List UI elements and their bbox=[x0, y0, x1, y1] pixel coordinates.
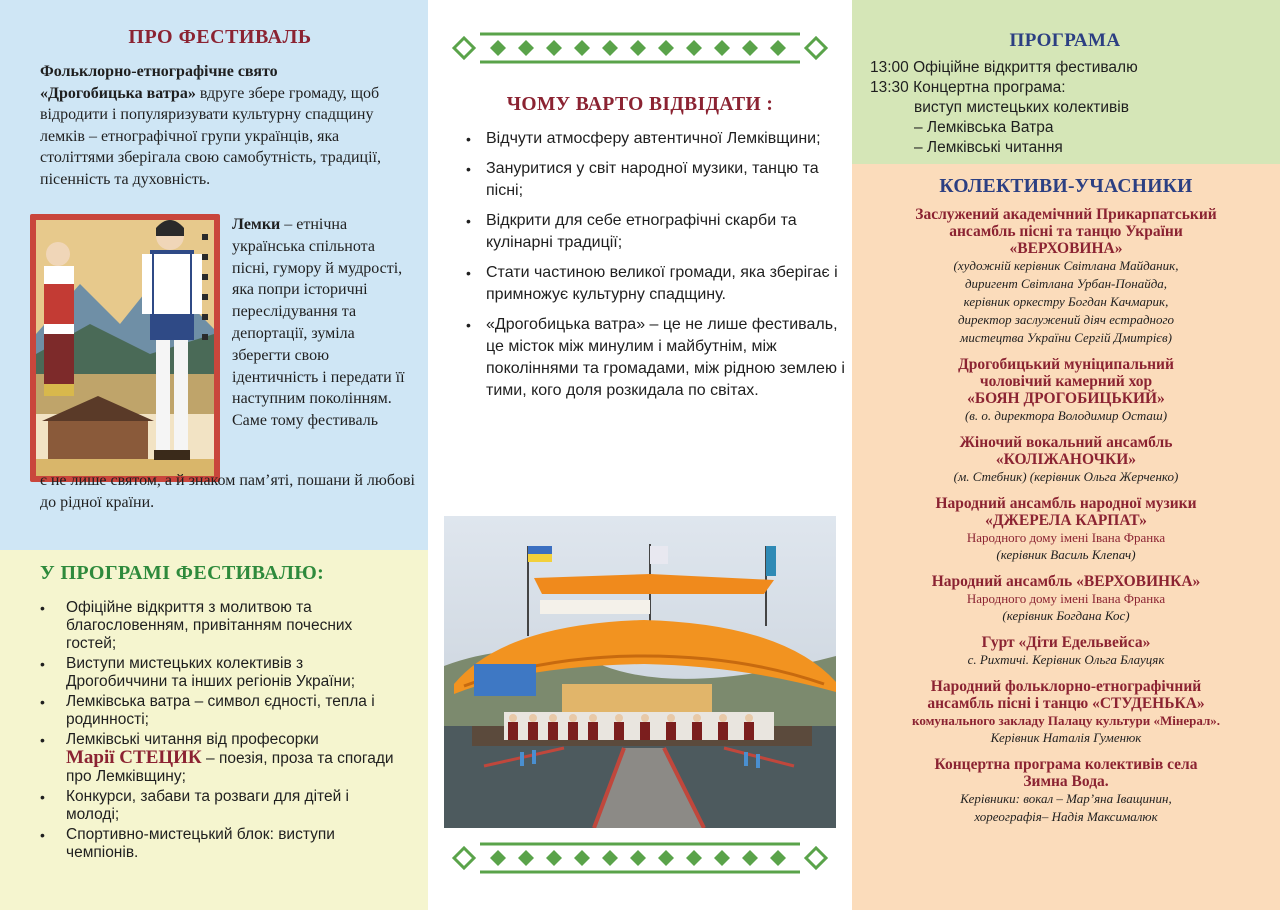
group-affiliation: комунального закладу Палацу культури «Мінерал». bbox=[912, 713, 1220, 728]
group-leaders: (м. Стебник) (керівник Ольга Жерченко) bbox=[953, 469, 1179, 484]
group-name: «БОЯН ДРОГОБИЦЬКИЙ» bbox=[967, 390, 1165, 407]
participants-title: КОЛЕКТИВИ-УЧАСНИКИ bbox=[939, 176, 1193, 197]
lemky-illustration bbox=[30, 214, 220, 482]
group-leaders: диригент Світлана Урбан-Понайда, bbox=[964, 276, 1168, 291]
group-name: «ДЖЕРЕЛА КАРПАТ» bbox=[985, 512, 1147, 529]
list-item: • Виступи мистецьких колективів з Дрогобиччини та інших регіонів України; bbox=[40, 655, 398, 691]
list-item: • «Дрогобицька ватра» – це не лише фестиваль, це місток між минулим і майбутнім, між поколіннями та громадами, між рідною землею і тими, кого доля розкидала по світах. bbox=[466, 314, 846, 402]
schedule-line: 13:30 Концертна програма: bbox=[870, 79, 1066, 96]
group-name: Заслужений академічний Прикарпатський bbox=[915, 206, 1217, 223]
group-leaders: (в. о. директора Володимир Осташ) bbox=[964, 408, 1168, 423]
participant-group bbox=[862, 634, 1270, 669]
participant-group bbox=[862, 573, 1270, 625]
readings-details: – поезія, проза та спогади про Лемківщину; bbox=[66, 750, 394, 785]
middle-panel bbox=[428, 0, 852, 910]
list-item: • Відчути атмосферу автентичної Лемківщини; bbox=[466, 128, 846, 150]
about-outro: є не лише святом, а й знаком пам’яті, пошани й любові до рідної країни. bbox=[40, 472, 415, 511]
group-leaders: Керівники: вокал – Мар’яна Іващинин, bbox=[960, 791, 1172, 806]
schedule-line: виступ мистецьких колективів bbox=[914, 99, 1129, 116]
group-leaders: Керівник Наталія Гуменюк bbox=[990, 730, 1142, 745]
group-name: Дрогобицький муніципальний bbox=[958, 356, 1174, 373]
participant-group bbox=[862, 356, 1270, 425]
group-name: чоловічий камерний хор bbox=[979, 373, 1153, 390]
group-name: Народний ансамбль народної музики bbox=[935, 495, 1197, 512]
schedule-line: – Лемківські читання bbox=[914, 139, 1063, 156]
group-leaders: директор заслужений діяч естрадного bbox=[957, 312, 1175, 327]
group-name: ансамбль пісні і танцю «СТУДЕНЬКА» bbox=[927, 695, 1205, 712]
group-name: ансамбль пісні та танцю України bbox=[949, 223, 1183, 240]
festival-program-section bbox=[0, 550, 428, 910]
festival-program-list bbox=[40, 599, 398, 862]
participant-group bbox=[862, 206, 1270, 347]
festival-type: Фольклорно-етнографічне свято bbox=[40, 63, 278, 80]
group-name: Народний фольклорно-етнографічний bbox=[930, 678, 1202, 695]
festival-name: «Дрогобицька ватра» bbox=[40, 84, 196, 102]
list-item: • Лемківська ватра – символ єдності, тепла і родинності; bbox=[40, 693, 398, 729]
group-leaders: мистецтва України Сергій Дмитрієв) bbox=[960, 330, 1172, 345]
schedule-section bbox=[852, 0, 1280, 164]
group-leaders: (художній керівник Світлана Майданик, bbox=[953, 258, 1179, 273]
participant-group bbox=[862, 678, 1270, 747]
group-affiliation: Народного дому імені Івана Франка bbox=[966, 591, 1166, 606]
about-title: ПРО ФЕСТИВАЛЬ bbox=[128, 26, 312, 48]
list-item-readings bbox=[40, 731, 398, 786]
group-leaders: (керівник Богдана Кос) bbox=[1002, 608, 1130, 623]
list-item: • Конкурси, забави та розваги для дітей і молоді; bbox=[40, 788, 398, 824]
about-intro-text: вдруге збере громаду, щоб відродити і популяризувати культурну спадщину лемків – етнографічної групи українців, яка століттями зберігала свою самобутність, традиції, пісенність та духовність. bbox=[40, 84, 381, 188]
left-panel bbox=[0, 0, 428, 910]
group-name: Зимна Вода. bbox=[1023, 773, 1109, 790]
group-name: «ВЕРХОВИНА» bbox=[1009, 240, 1123, 257]
group-name: Народний ансамбль «ВЕРХОВИНКА» bbox=[931, 573, 1201, 590]
list-item: • Спортивно-мистецький блок: виступи чемпіонів. bbox=[40, 826, 398, 862]
right-panel bbox=[852, 0, 1280, 910]
group-leaders: хореографія– Надія Максималюк bbox=[974, 809, 1158, 824]
festival-program-title: У ПРОГРАМІ ФЕСТИВАЛЮ: bbox=[40, 562, 325, 584]
lemky-term: Лемки bbox=[232, 216, 281, 233]
participant-group bbox=[862, 495, 1270, 564]
group-name: «КОЛІЖАНОЧКИ» bbox=[995, 451, 1137, 468]
group-leaders: с. Рихтичі. Керівник Ольга Блауцяк bbox=[967, 652, 1165, 667]
participants-section bbox=[852, 164, 1280, 910]
participant-group bbox=[862, 434, 1270, 486]
lemky-definition: – етнічна українська спільнота пісні, гумору й мудрості, яка попри історичні переслідування та депортації, зуміла зберегти свою ідентичність і передати її наступним поколінням. bbox=[232, 216, 405, 408]
lemky-folk-art-image bbox=[30, 214, 220, 482]
why-visit-list bbox=[466, 128, 846, 410]
stage-photo-image bbox=[444, 516, 836, 828]
lemky-tail: Саме тому фестиваль bbox=[232, 412, 378, 430]
group-leaders: керівник оркестру Богдан Качмарик, bbox=[963, 294, 1169, 309]
readings-text: Лемківські читання від професорки bbox=[66, 731, 319, 748]
group-affiliation: Народного дому імені Івана Франка bbox=[966, 530, 1166, 545]
list-item: • Стати частиною великої громади, яка зберігає і примножує культурну спадщину. bbox=[466, 262, 846, 306]
about-intro bbox=[40, 61, 400, 190]
list-item: • Офіційне відкриття з молитвою та благословенням, привітанням почесних гостей; bbox=[40, 599, 398, 653]
schedule-line: – Лемківська Ватра bbox=[914, 119, 1054, 136]
group-name: Жіночий вокальний ансамбль bbox=[959, 434, 1173, 451]
professor-name: Марії СТЕЦИК bbox=[66, 747, 202, 768]
group-name: Гурт «Діти Едельвейса» bbox=[981, 634, 1151, 651]
list-item: • Відкрити для себе етнографічні скарби та кулінарні традиції; bbox=[466, 210, 846, 254]
group-leaders: (керівник Василь Клепач) bbox=[996, 547, 1136, 562]
why-visit-title: ЧОМУ ВАРТО ВІДВІДАТИ : bbox=[506, 94, 774, 115]
group-name: Концертна програма колективів села bbox=[934, 756, 1198, 773]
festival-stage-photo bbox=[444, 516, 836, 828]
lemky-description bbox=[232, 214, 412, 432]
participant-group bbox=[862, 756, 1270, 826]
embroidery-ornament-top bbox=[450, 28, 830, 68]
list-item: • Зануритися у світ народної музики, танцю та пісні; bbox=[466, 158, 846, 202]
schedule-line: 13:00 Офіційне відкриття фестивалю bbox=[870, 59, 1138, 76]
embroidery-ornament-bottom bbox=[450, 838, 830, 878]
schedule-title: ПРОГРАМА bbox=[1009, 30, 1121, 51]
about-festival-section bbox=[0, 0, 428, 550]
